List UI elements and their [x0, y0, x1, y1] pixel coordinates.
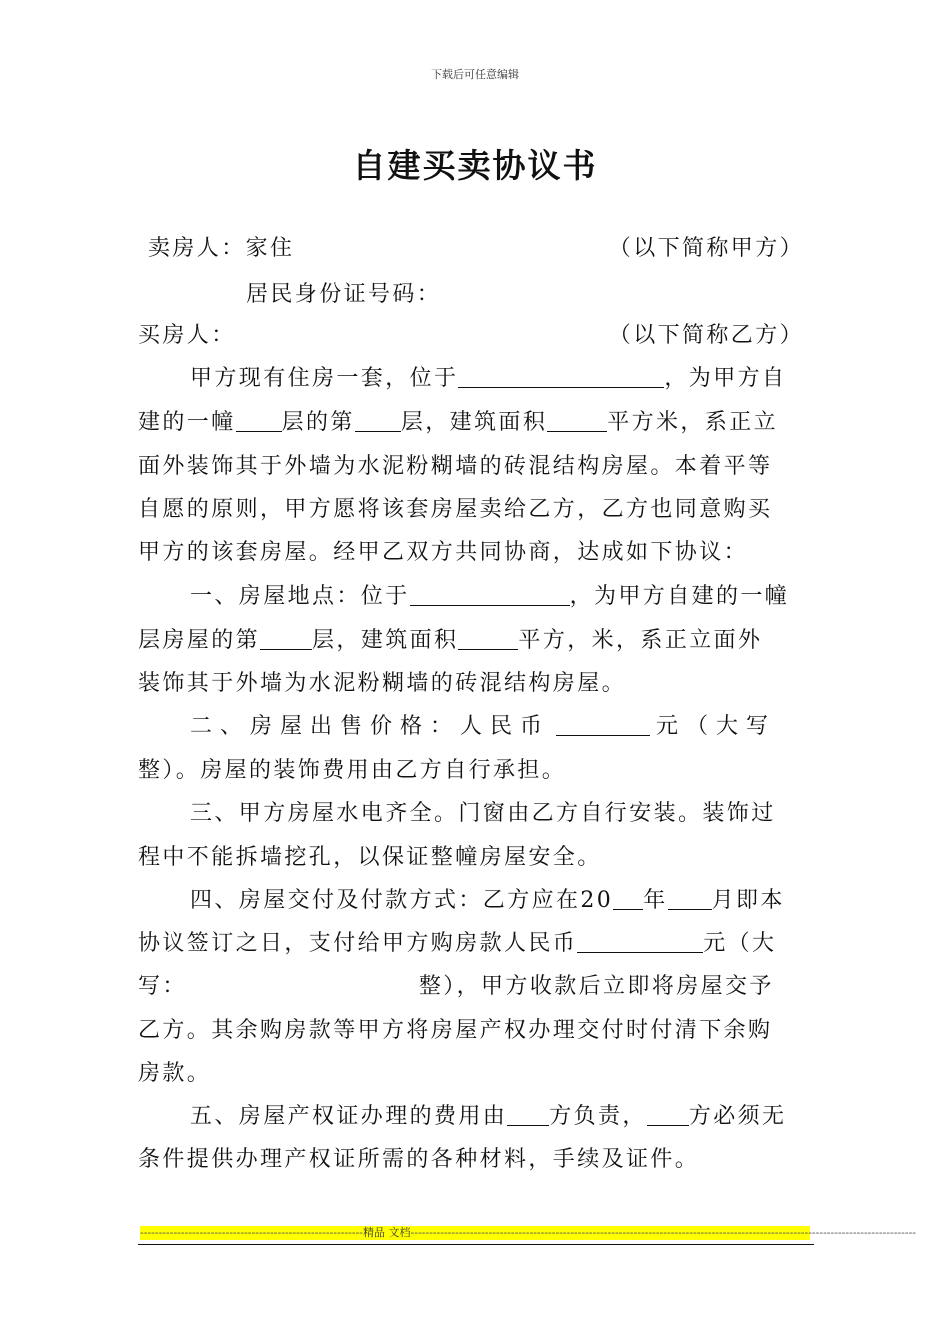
- intro-text: 建的一幢: [138, 410, 236, 435]
- intro-line-1: [190, 364, 814, 394]
- clause1-text: 层房屋的第: [138, 628, 261, 653]
- price-blank: [556, 713, 650, 736]
- intro-text: 层，建筑面积: [400, 410, 548, 435]
- intro-line-4: 自愿的原则，甲方愿将该套房屋卖给乙方，乙方也同意购买: [138, 497, 773, 522]
- provider-party-blank: [647, 1103, 689, 1126]
- fee-party-blank: [507, 1103, 549, 1126]
- clause5-line-1: [190, 1102, 814, 1132]
- clause1-line-1: [190, 582, 814, 612]
- clause2-text: 二、房屋出售价格：人民币: [190, 714, 551, 739]
- clause4-text: 四、房屋交付及付款方式：乙方应在20: [190, 888, 614, 913]
- clause2-line-1: [190, 712, 814, 742]
- clause2-text: 元（大写: [656, 714, 777, 739]
- clause4-line-2: [138, 929, 814, 959]
- clause1-location-blank: [410, 583, 570, 606]
- year-blank: [613, 887, 643, 910]
- buyer-line: [138, 321, 804, 351]
- clause4-text: 整），甲方收款后立即将房屋交予: [418, 974, 774, 999]
- intro-line-2: [138, 408, 814, 438]
- clause5-text: 五、房屋产权证办理的费用由: [190, 1104, 508, 1129]
- intro-line-3: 面外装饰其于外墙为水泥粉糊墙的砖混结构房屋。本着平等: [138, 454, 773, 479]
- location-blank: [458, 365, 664, 388]
- buyer-label: 买房人：: [138, 323, 236, 348]
- area-blank: [547, 409, 607, 432]
- clause5-text: 方负责，: [549, 1104, 647, 1129]
- month-blank: [668, 887, 712, 910]
- clause3-line-2: 程中不能拆墙挖孔，以保证整幢房屋安全。: [138, 845, 602, 870]
- footer-dashes-left: ------------------------------------------------------------: [140, 1226, 364, 1239]
- clause4-line-3: [138, 972, 814, 1002]
- clause4-line-5: 房款。: [138, 1061, 212, 1086]
- clause5-line-2: 条件提供办理产权证所需的各种材料，手续及证件。: [138, 1147, 700, 1172]
- seller-label: 卖房人：家住: [148, 236, 295, 261]
- floors-blank: [236, 409, 282, 432]
- clause1-floor-blank: [260, 627, 312, 650]
- clause3-line-1: 三、甲方房屋水电齐全。门窗由乙方自行安装。装饰过: [190, 801, 776, 826]
- clause1-text: 层，建筑面积: [312, 628, 459, 653]
- intro-text: 甲方现有住房一套，位于: [190, 366, 459, 391]
- clause4-text: 协议签订之日，支付给甲方购房款人民币: [138, 931, 578, 956]
- payment-blank: [577, 930, 703, 953]
- seller-line: [148, 234, 804, 264]
- clause4-text: 元（大: [703, 931, 777, 956]
- footer-divider: [138, 1244, 814, 1245]
- document-title: 自建买卖协议书: [352, 146, 598, 185]
- clause1-line-2: [138, 626, 814, 656]
- seller-suffix: （以下简称甲方）: [608, 236, 804, 261]
- clause1-text: 平方，米，系正立面外: [518, 628, 763, 653]
- floor-no-blank: [355, 409, 401, 432]
- clause1-text: ，为甲方自建的一幢: [569, 584, 790, 609]
- footer-dashes-right: ----------------------------------------------------------------------------------------------------------------------------------------: [410, 1226, 916, 1239]
- clause1-line-3: 装饰其于外墙为水泥粉糊墙的砖混结构房屋。: [138, 671, 627, 696]
- clause4-text: 写：: [138, 974, 187, 999]
- intro-text: ，为甲方自: [664, 366, 787, 391]
- clause4-line-1: [190, 886, 814, 916]
- buyer-suffix: （以下简称乙方）: [608, 323, 804, 348]
- id-line: 居民身份证号码：: [246, 282, 442, 307]
- clause5-text: 方必须无: [688, 1104, 787, 1129]
- intro-line-5: 甲方的该套房屋。经甲乙双方共同协商，达成如下协议：: [138, 540, 749, 565]
- footer-label: 精品 文档: [363, 1226, 411, 1239]
- footer-banner: [140, 1226, 916, 1240]
- clause2-line-2: 整）。房屋的装饰费用由乙方自行承担。: [138, 758, 567, 783]
- clause1-area-blank: [458, 627, 518, 650]
- intro-text: 平方米，系正立: [607, 410, 779, 435]
- intro-text: 层的第: [281, 410, 355, 435]
- clause4-text: 月即本: [711, 888, 785, 913]
- clause4-text: 年: [643, 888, 668, 913]
- header-note: 下载后可任意编辑: [431, 68, 519, 81]
- clause1-text: 一、房屋地点：位于: [190, 584, 410, 609]
- clause4-line-4: 乙方。其余购房款等甲方将房屋产权办理交付时付清下余购: [138, 1018, 773, 1043]
